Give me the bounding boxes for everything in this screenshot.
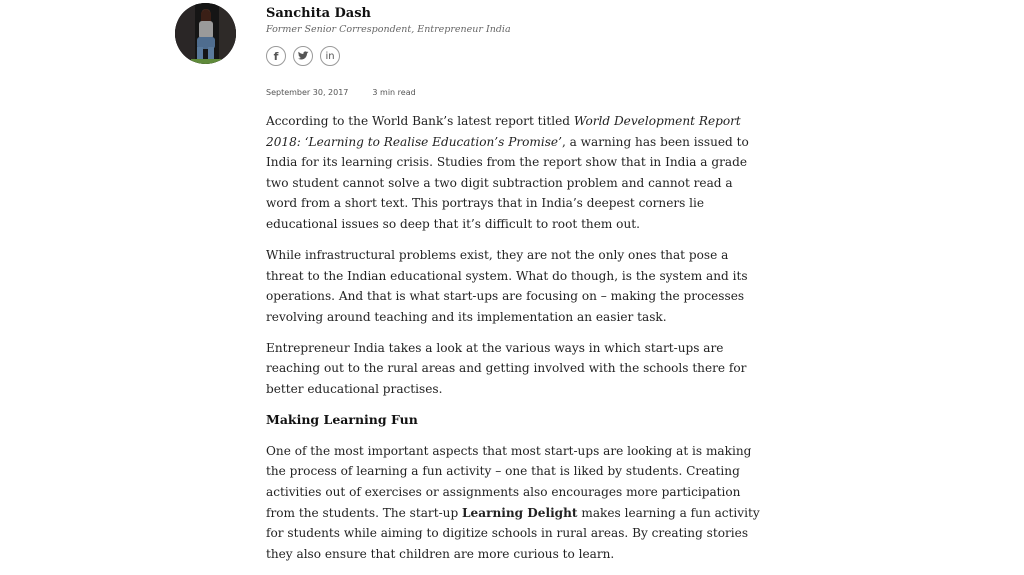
paragraph-4 — [266, 441, 766, 565]
paragraph-1-text-b: , a warning has been issued to India for its learning crisis. Studies from the report show that in India a grade two student cannot solve a two digit subtraction problem and cannot read a word from a short text. This portrays that in India’s deepest corners lie educational issues so deep that it’s difficult to root them out. — [266, 134, 749, 231]
author-photo-icon — [175, 3, 236, 64]
section-heading: Making Learning Fun — [266, 411, 418, 427]
author-avatar[interactable] — [175, 3, 236, 64]
startup-name: Learning Delight — [462, 505, 578, 520]
report-title: World Development Report 2018: ‘Learning to Realise Education’s Promise’ — [266, 114, 741, 149]
read-time: 3 min read — [372, 88, 416, 97]
paragraph-1 — [266, 111, 766, 235]
social-links — [266, 46, 340, 66]
article-meta — [266, 88, 416, 97]
article-body — [266, 111, 766, 575]
publish-date: September 30, 2017 — [266, 88, 349, 97]
paragraph-4-text-a: One of the most important aspects that most start-ups are looking at is making the process of learning a fun activity – one that is liked by students. Creating activities out of exercises or assignments also encourages more participation from the students. The start-up — [266, 443, 752, 520]
author-info — [266, 6, 511, 36]
linkedin-share-button[interactable] — [320, 46, 340, 66]
twitter-share-button[interactable] — [293, 46, 313, 66]
author-name[interactable]: Sanchita Dash — [266, 6, 371, 21]
facebook-icon: f — [273, 49, 279, 63]
paragraph-1-text-a: According to the World Bank’s latest report titled — [266, 114, 574, 128]
paragraph-3: Entrepreneur India takes a look at the various ways in which start-ups are reaching out to the rural areas and getting involved with the schools there for better educational practises. — [266, 340, 747, 396]
paragraph-4-text-b: makes learning a fun activity for students while aiming to digitize schools in rural areas. By creating stories they also ensure that children are more curious to learn. — [266, 505, 760, 561]
facebook-share-button[interactable] — [266, 46, 286, 66]
author-role: Former Senior Correspondent, Entrepreneur India — [266, 24, 511, 35]
linkedin-icon: in — [325, 50, 335, 62]
paragraph-2: While infrastructural problems exist, they are not the only ones that pose a threat to the Indian educational system. What do though, is the system and its operations. And that is what start-ups are focusing on – making the processes revolving around teaching and its implementation an easier task. — [266, 247, 748, 324]
twitter-icon — [298, 51, 309, 61]
